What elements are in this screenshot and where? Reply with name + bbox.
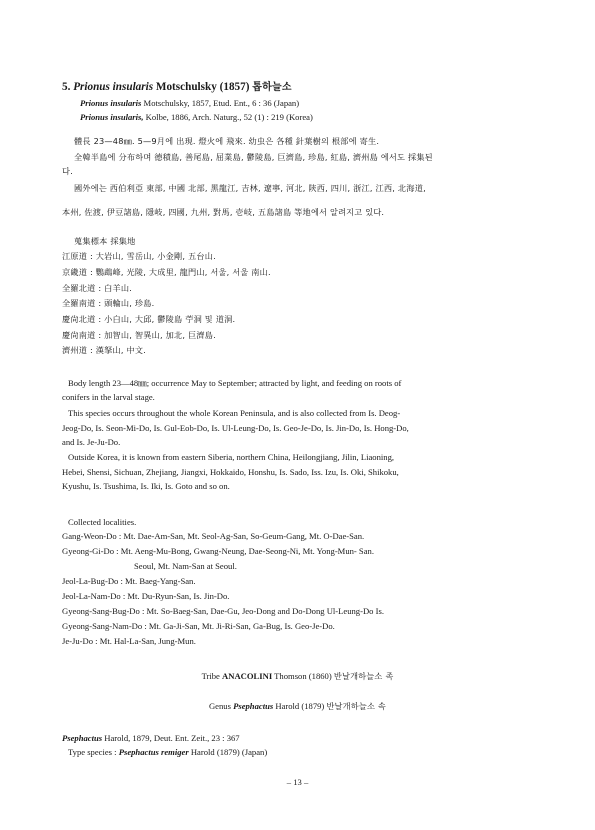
english-description-line: Hebei, Shensi, Sichuan, Zhejiang, Jiangxi, Hokkaido, Honshu, Is. Sado, Iss. Izu, Is. Oki, Shikoku, [62, 467, 399, 477]
korean-description-line: 本州, 佐渡, 伊豆諸島, 隱岐, 四國, 九州, 對馬, 壱岐, 五島諸島 等地에서 알려지고 있다. [62, 207, 385, 217]
english-description-line: Outside Korea, it is known from eastern Siberia, northern China, Heilongjiang, Jilin, Liaoning, [68, 452, 395, 462]
korean-locality: 濟州道 : 漢拏山, 中文. [62, 345, 147, 355]
korean-localities-heading: 蒐集標本 採集地 [74, 236, 136, 246]
english-locality: Je-Ju-Do : Mt. Hal-La-San, Jung-Mun. [62, 636, 196, 646]
english-locality: Gyeong-Gi-Do : Mt. Aeng-Mu-Bong, Gwang-Neung, Dae-Seong-Ni, Mt. Yong-Mun- San. [62, 546, 374, 556]
korean-locality: 全羅南道 : 頭輪山, 珍島. [62, 298, 155, 308]
tribe-heading: Tribe ANACOLINI Thomson (1860) 반날개하늘소 족 [201, 671, 394, 681]
korean-description-line: 國外에는 西伯利亞 東部, 中國 北部, 黑龍江, 吉林, 遼寧, 河北, 陝西, 四川, 浙江, 江西, 北海道, [74, 183, 426, 193]
english-description-line: Jeog-Do, Is. Seon-Mi-Do, Is. Gul-Eob-Do, Is. Ul-Leung-Do, Is. Geo-Je-Do, Is. Jin-Do, Is. Hong-Do, [62, 423, 409, 433]
english-description-line: and Is. Je-Ju-Do. [62, 437, 121, 447]
korean-locality: 慶尙北道 : 小白山, 大邱, 鬱陵島 苧洞 및 道洞. [62, 314, 236, 324]
english-locality: Jeol-La-Nam-Do : Mt. Du-Ryun-San, Is. Jin-Do. [62, 591, 230, 601]
korean-description-line: 體長 23—48㎜. 5—9月에 出現. 燈火에 飛來. 幼虫은 各種 針葉樹의 根部에 寄生. [74, 136, 380, 146]
english-description-line: Kyushu, Is. Tsushima, Is. Iki, Is. Goto and so on. [62, 481, 230, 491]
genus-heading: Genus Psephactus Harold (1879) 반날개하늘소 속 [208, 701, 387, 711]
synonym-reference-1: Prionus insularis Motschulsky, 1857, Etud. Ent., 6 : 36 (Japan) [80, 98, 300, 108]
synonym-reference-2: Prionus insularis, Kolbe, 1886, Arch. Naturg., 52 (1) : 219 (Korea) [80, 112, 313, 122]
korean-locality: 全羅北道 : 白羊山. [62, 283, 133, 293]
english-description-line: This species occurs throughout the whole Korean Peninsula, and is also collected from Is. Deog- [68, 408, 401, 418]
species-heading: 5. Prionus insularis Motschulsky (1857) 톱하늘소 [62, 81, 292, 93]
english-locality: Jeol-La-Bug-Do : Mt. Baeg-Yang-San. [62, 576, 196, 586]
english-description-line: conifers in the larval stage. [62, 392, 155, 402]
english-localities-heading: Collected localities. [68, 517, 137, 527]
english-locality: Gyeong-Sang-Nam-Do : Mt. Ga-Ji-San, Mt. Ji-Ri-San, Ga-Bug, Is. Geo-Je-Do. [62, 621, 335, 631]
korean-locality: 京畿道 : 鸚鵡峰, 光陵, 大成里, 龍門山, 서울, 서울 南山. [62, 267, 271, 277]
korean-locality: 江原道 : 大岩山, 雪岳山, 小金剛, 五台山. [62, 251, 216, 261]
page-number: – 13 – [286, 777, 309, 787]
korean-description-line: 全韓半島에 分布하며 德積島, 善尾島, 屈業島, 鬱陵島, 巨濟島, 珍島, 紅島, 濟州島 에서도 採集된 [74, 152, 433, 162]
type-species: Type species : Psephactus remiger Harold (1879) (Japan) [68, 747, 268, 757]
english-locality: Gyeong-Sang-Bug-Do : Mt. So-Baeg-San, Dae-Gu, Jeo-Dong and Do-Dong Ul-Leung-Do Is. [62, 606, 384, 616]
genus-reference: Psephactus Harold, 1879, Deut. Ent. Zeit., 23 : 367 [62, 733, 240, 743]
english-description-line: Body length 23—48㎜; occurrence May to September; attracted by light, and feeding on roots of [68, 378, 402, 388]
korean-description-line: 다. [62, 166, 73, 176]
english-locality: Gang-Weon-Do : Mt. Dae-Am-San, Mt. Seol-Ag-San, So-Geum-Gang, Mt. O-Dae-San. [62, 531, 365, 541]
korean-locality: 慶尙南道 : 加智山, 智異山, 加北, 巨濟島. [62, 330, 216, 340]
english-locality: Seoul, Mt. Nam-San at Seoul. [134, 561, 237, 571]
